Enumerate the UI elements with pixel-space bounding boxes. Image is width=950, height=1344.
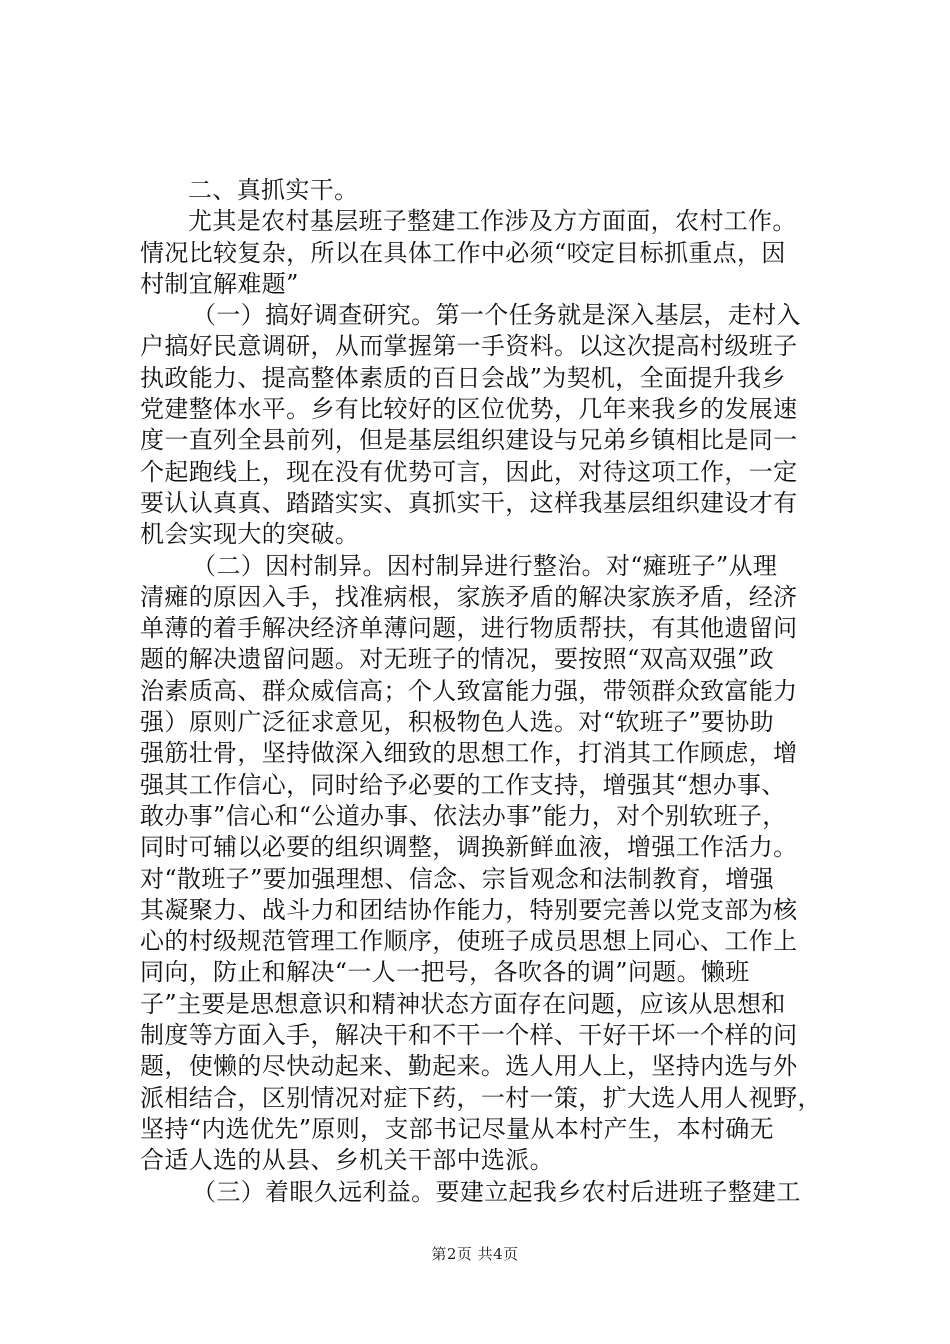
paragraph-line: 尤其是农村基层班子整建工作涉及方方面面，农村工作。 xyxy=(188,207,797,236)
paragraph-line: 清瘫的原因入手，找准病根，家族矛盾的解决家族矛盾，经济 xyxy=(140,582,798,611)
paragraph-line: 题，使懒的尽快动起来、勤起来。选人用人上，坚持内选与外 xyxy=(140,1052,798,1081)
paragraph-line: 合适人选的从县、乡机关干部中选派。 xyxy=(140,1146,554,1175)
paragraph-line: 党建整体水平。乡有比较好的区位优势，几年来我乡的发展速 xyxy=(140,395,798,424)
paragraph-line: 坚持“内选优先”原则，支部书记尽量从本村产生，本村确无 xyxy=(140,1114,774,1143)
subsection-line: （三）着眼久远利益。要建立起我乡农村后进班子整建工 xyxy=(192,1177,801,1206)
paragraph-line: 机会实现大的突破。 xyxy=(140,520,360,549)
paragraph-line: 制度等方面入手，解决干和不干一个样、干好干坏一个样的问 xyxy=(140,1021,798,1050)
paragraph-line: 村制宜解难题” xyxy=(140,269,299,298)
paragraph-line: 派相结合，区别情况对症下药，一村一策，扩大选人用人视野， xyxy=(140,1083,822,1112)
subsection-line: （二）因村制异。因村制异进行整治。对“瘫班子”从理 xyxy=(192,551,778,580)
page-number: 第2页 共4页 xyxy=(431,1245,519,1263)
paragraph-line: 情况比较复杂，所以在具体工作中必须“咬定目标抓重点，因 xyxy=(140,238,786,267)
paragraph-line: 其凝聚力、战斗力和团结协作能力，特别要完善以党支部为核 xyxy=(140,895,798,924)
paragraph-line: 执政能力、提高整体素质的百日会战”为契机，全面提升我乡 xyxy=(140,363,786,392)
paragraph-line: 题的解决遗留问题。对无班子的情况，要按照“双高双强”政 xyxy=(140,645,774,674)
paragraph-line: 强筋壮骨，坚持做深入细致的思想工作，打消其工作顾虑，增 xyxy=(140,739,798,768)
paragraph-line: 同向，防止和解决“一人一把号，各吹各的调”问题。懒班 xyxy=(140,958,750,987)
paragraph-line: 度一直列全县前列，但是基层组织建设与兄弟乡镇相比是同一 xyxy=(140,426,798,455)
subsection-line: （一）搞好调查研究。第一个任务就是深入基层，走村入 xyxy=(192,301,801,330)
paragraph-line: 单薄的着手解决经济单薄问题，进行物质帮扶，有其他遗留问 xyxy=(140,614,798,643)
paragraph-line: 心的村级规范管理工作顺序，使班子成员思想上同心、工作上 xyxy=(140,927,798,956)
document-body xyxy=(140,175,830,1208)
paragraph-line: 同时可辅以必要的组织调整，调换新鲜血液，增强工作活力。 xyxy=(140,833,798,862)
paragraph-line: 个起跑线上，现在没有优势可言，因此，对待这项工作，一定 xyxy=(140,457,798,486)
page-footer xyxy=(0,1243,950,1264)
section-heading: 二、真抓实干。 xyxy=(188,176,359,204)
paragraph-line: 要认认真真、踏踏实实、真抓实干，这样我基层组织建设才有 xyxy=(140,488,798,517)
paragraph-line: 户搞好民意调研，从而掌握第一手资料。以这次提高村级班子 xyxy=(140,332,798,361)
paragraph-line: 强）原则广泛征求意见，积极物色人选。对“软班子”要协助 xyxy=(140,708,774,737)
paragraph-line: 敢办事”信心和“公道办事、依法办事”能力，对个别软班子， xyxy=(140,801,787,830)
paragraph-line: 子”主要是思想意识和精神状态方面存在问题，应该从思想和 xyxy=(140,989,786,1018)
paragraph-line: 治素质高、群众威信高；个人致富能力强，带领群众致富能力 xyxy=(140,676,798,705)
paragraph-line: 对“散班子”要加强理想、信念、宗旨观念和法制教育，增强 xyxy=(140,864,774,893)
paragraph-line: 强其工作信心，同时给予必要的工作支持，增强其“想办事、 xyxy=(140,770,786,799)
